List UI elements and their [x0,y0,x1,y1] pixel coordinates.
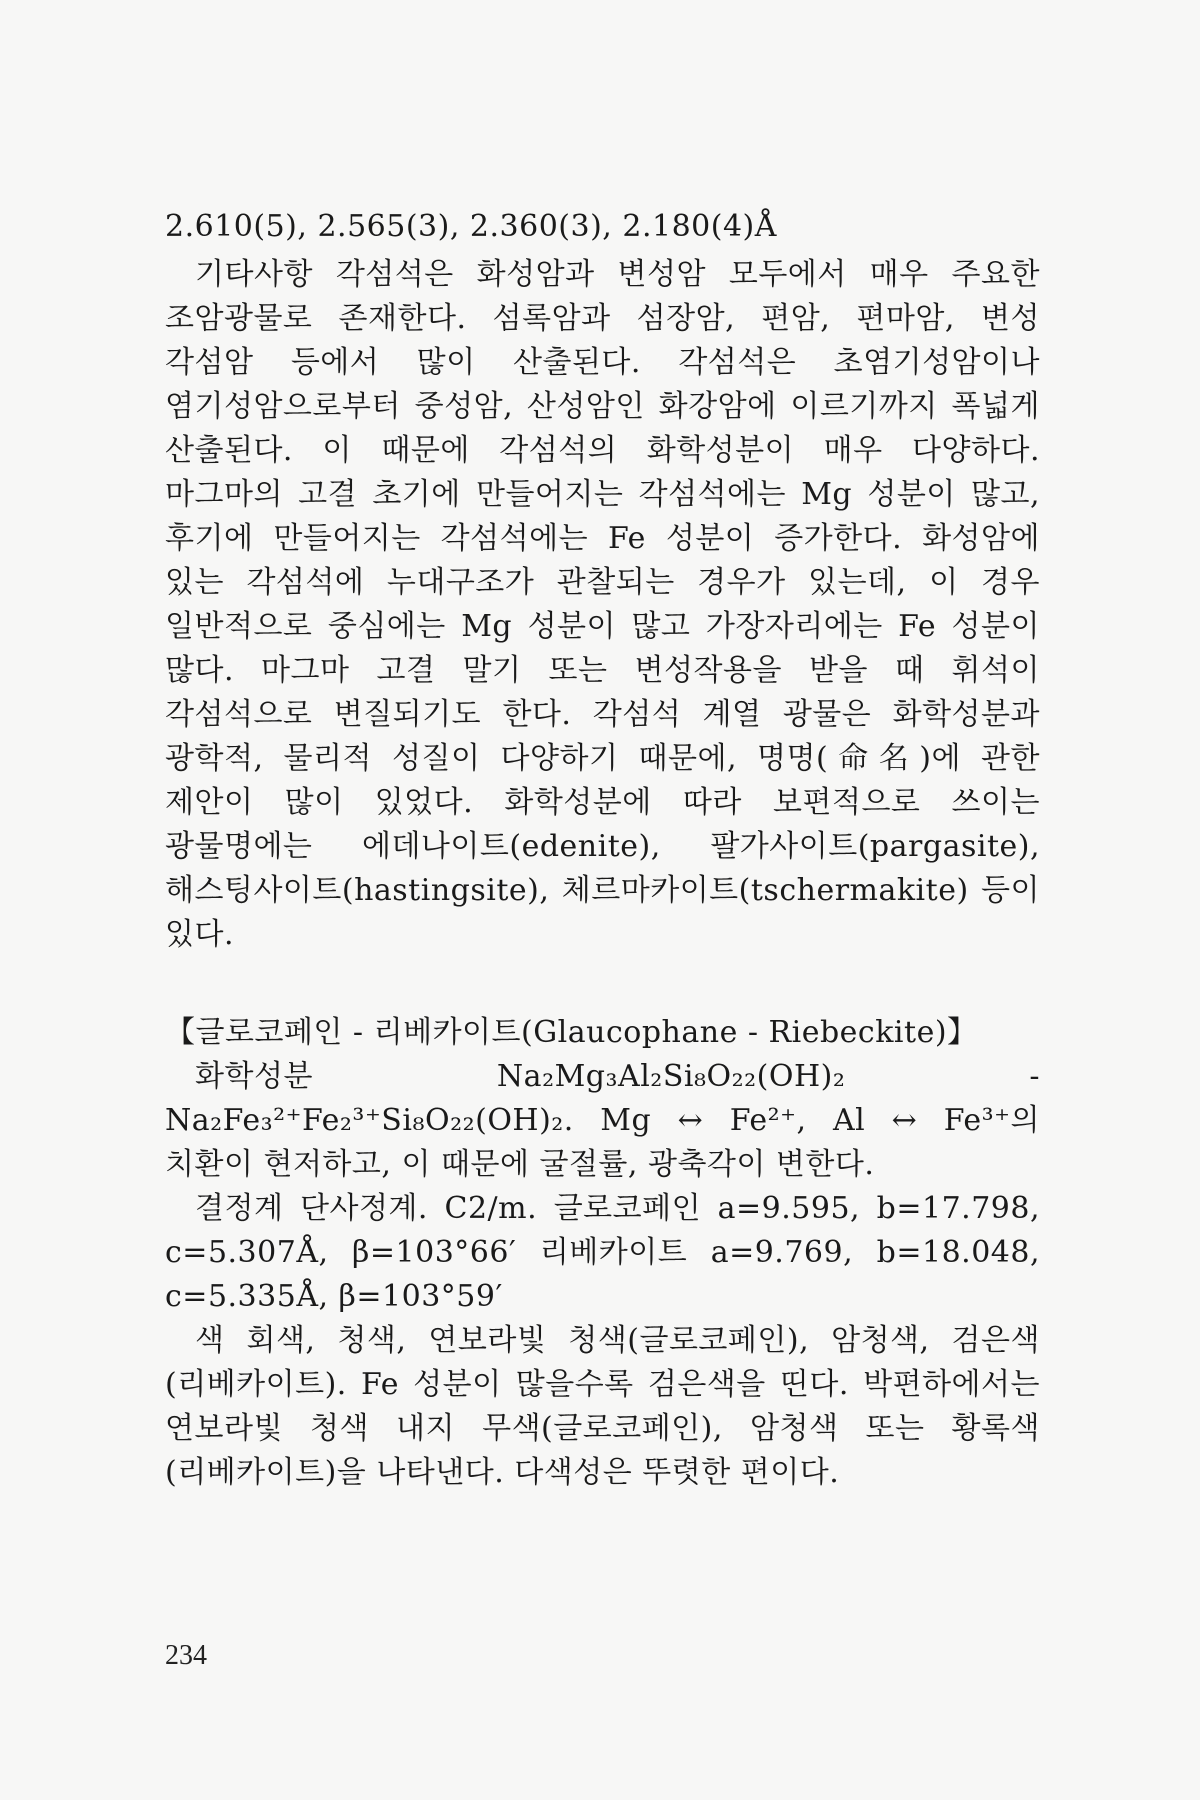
body-text [165,205,1040,1495]
page-number: 234 [165,1640,207,1671]
etc-paragraph: 기타사항 각섬석은 화성암과 변성암 모두에서 매우 주요한 조암광물로 존재한다. 섬록암과 섬장암, 편암, 편마암, 변성 각섬암 등에서 많이 산출된다. 각섬석은 초염기성암이나 염기성암으로부터 중성암, 산성암인 화강암에 이르기까지 폭넓게 산출된다. 이 때문에 각섬석의 화학성분이 매우 다양하다. 마그마의 고결 초기에 만들어지는 각섬석에는 Mg 성분이 많고, 후기에 만들어지는 각섬석에는 Fe 성분이 증가한다. 화성암에 있는 각섬석에 누대구조가 관찰되는 경우가 있는데, 이 경우 일반적으로 중심에는 Mg 성분이 많고 가장자리에는 Fe 성분이 많다. 마그마 고결 말기 또는 변성작용을 받을 때 휘석이 각섬석으로 변질되기도 한다. 각섬석 계열 광물은 화학성분과 광학적, 물리적 성질이 다양하기 때문에, 명명(命名)에 관한 제안이 많이 있었다. 화학성분에 따라 보편적으로 쓰이는 광물명에는 에데나이트(edenite), 팔가사이트(pargasite), 해스팅사이트(hastingsite), 체르마카이트(tschermakite) 등이 있다. [165,257,1040,952]
chemical-composition-paragraph: 화학성분 Na₂Mg₃Al₂Si₈O₂₂(OH)₂ - Na₂Fe₃²⁺Fe₂³⁺Si₈O₂₂(OH)₂. Mg ↔ Fe²⁺, Al ↔ Fe³⁺의 치환이 현저하고, 이 때문에 굴절률, 광축각이 변한다. [165,1059,1040,1182]
color-paragraph: 색 회색, 청색, 연보라빛 청색(글로코페인), 암청색, 검은색(리베카이트). Fe 성분이 많을수록 검은색을 띤다. 박편하에서는 연보라빛 청색 내지 무색(글로코페인), 암청색 또는 황록색(리베카이트)을 나타낸다. 다색성은 뚜렷한 편이다. [165,1323,1040,1490]
section-title: 【글로코페인 - 리베카이트(Glaucophane - Riebeckite)】 [165,1015,978,1050]
section-spacer [165,957,1040,1011]
crystal-system-paragraph: 결정계 단사정계. C2/m. 글로코페인 a=9.595, b=17.798, c=5.307Å, β=103°66′ 리베카이트 a=9.769, b=18.048, c=5.335Å, β=103°59′ [165,1191,1040,1314]
xrd-values-line: 2.610(5), 2.565(3), 2.360(3), 2.180(4)Å [165,209,777,244]
